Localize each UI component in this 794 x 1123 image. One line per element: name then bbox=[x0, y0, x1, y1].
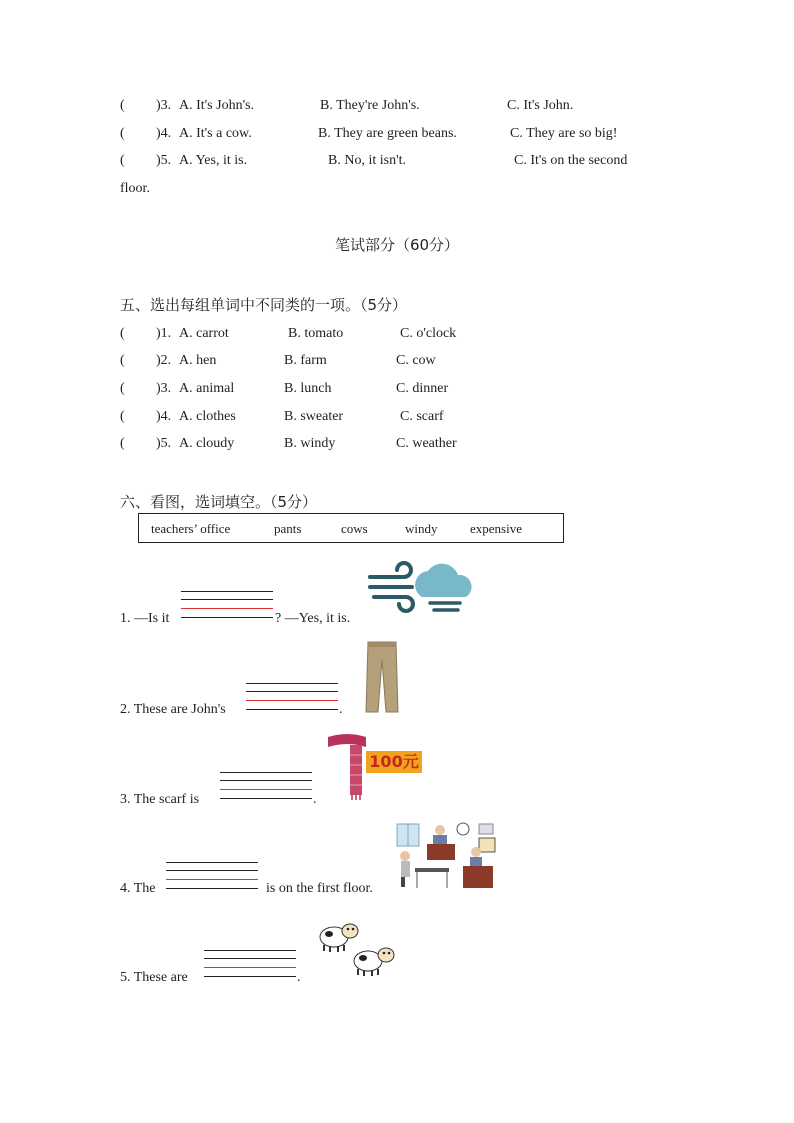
option-a: A. It's John's. bbox=[179, 98, 255, 113]
question-text: ? —Yes, it is. bbox=[275, 611, 351, 626]
question-text: 5. These are bbox=[120, 970, 188, 985]
word-bank-item: windy bbox=[405, 521, 438, 536]
question-number: )5. bbox=[156, 436, 172, 451]
option-b: B. farm bbox=[284, 353, 327, 368]
answer-paren: ( bbox=[120, 436, 125, 451]
answer-paren: ( bbox=[120, 126, 125, 141]
option-b: B. No, it isn't. bbox=[328, 153, 406, 168]
question-number: )2. bbox=[156, 353, 172, 368]
windy-weather-icon bbox=[366, 557, 472, 615]
question-text: . bbox=[297, 970, 301, 985]
option-c: C. It's on the second bbox=[514, 153, 628, 168]
word-bank-item: cows bbox=[341, 521, 368, 536]
answer-paren: ( bbox=[120, 153, 125, 168]
question-text: 2. These are John's bbox=[120, 702, 226, 717]
option-b: B. They are green beans. bbox=[318, 126, 457, 141]
answer-paren: ( bbox=[120, 326, 125, 341]
section-title: 笔试部分（60分） bbox=[334, 236, 460, 254]
option-c: C. It's John. bbox=[507, 98, 574, 113]
option-a: A. hen bbox=[179, 353, 217, 368]
option-a: A. cloudy bbox=[179, 436, 235, 451]
option-c: C. They are so big! bbox=[510, 126, 618, 141]
question-number: )4. bbox=[156, 126, 172, 141]
question-number: )1. bbox=[156, 326, 172, 341]
answer-paren: ( bbox=[120, 409, 125, 424]
section-heading: 六、看图，选词填空。（5分） bbox=[120, 493, 318, 511]
option-c: C. dinner bbox=[396, 381, 449, 396]
word-bank-item: pants bbox=[274, 521, 302, 536]
question-number: )4. bbox=[156, 409, 172, 424]
price-tag: 100元 bbox=[366, 751, 422, 773]
question-number: )5. bbox=[156, 153, 172, 168]
option-a: A. It's a cow. bbox=[179, 126, 252, 141]
option-a: A. clothes bbox=[179, 409, 236, 424]
question-text: 4. The bbox=[120, 881, 156, 896]
pants-icon bbox=[364, 640, 400, 714]
scarf-icon bbox=[326, 733, 368, 801]
word-bank-item: expensive bbox=[470, 521, 522, 536]
option-a: A. Yes, it is. bbox=[179, 153, 248, 168]
option-b: B. tomato bbox=[288, 326, 344, 341]
option-c: C. weather bbox=[396, 436, 457, 451]
answer-paren: ( bbox=[120, 98, 125, 113]
option-b: B. windy bbox=[284, 436, 336, 451]
option-a: A. carrot bbox=[179, 326, 229, 341]
answer-paren: ( bbox=[120, 381, 125, 396]
cows-icon bbox=[316, 917, 402, 979]
question-text: . bbox=[339, 702, 343, 717]
question-number: )3. bbox=[156, 98, 172, 113]
option-c: C. scarf bbox=[400, 409, 444, 424]
option-a: A. animal bbox=[179, 381, 235, 396]
question-text: 3. The scarf is bbox=[120, 792, 200, 807]
question-text: is on the first floor. bbox=[266, 881, 373, 896]
option-c: C. cow bbox=[396, 353, 436, 368]
option-b: B. sweater bbox=[284, 409, 344, 424]
wrapped-text: floor. bbox=[120, 181, 150, 196]
option-b: B. lunch bbox=[284, 381, 332, 396]
option-c: C. o'clock bbox=[400, 326, 457, 341]
option-b: B. They're John's. bbox=[320, 98, 420, 113]
section-heading: 五、选出每组单词中不同类的一项。（5分） bbox=[120, 296, 408, 314]
question-text: 1. —Is it bbox=[120, 611, 170, 626]
teachers-office-icon bbox=[393, 820, 499, 892]
question-text: . bbox=[313, 792, 317, 807]
word-bank bbox=[138, 513, 564, 543]
answer-paren: ( bbox=[120, 353, 125, 368]
word-bank-item: teachers’ office bbox=[151, 521, 231, 536]
question-number: )3. bbox=[156, 381, 172, 396]
